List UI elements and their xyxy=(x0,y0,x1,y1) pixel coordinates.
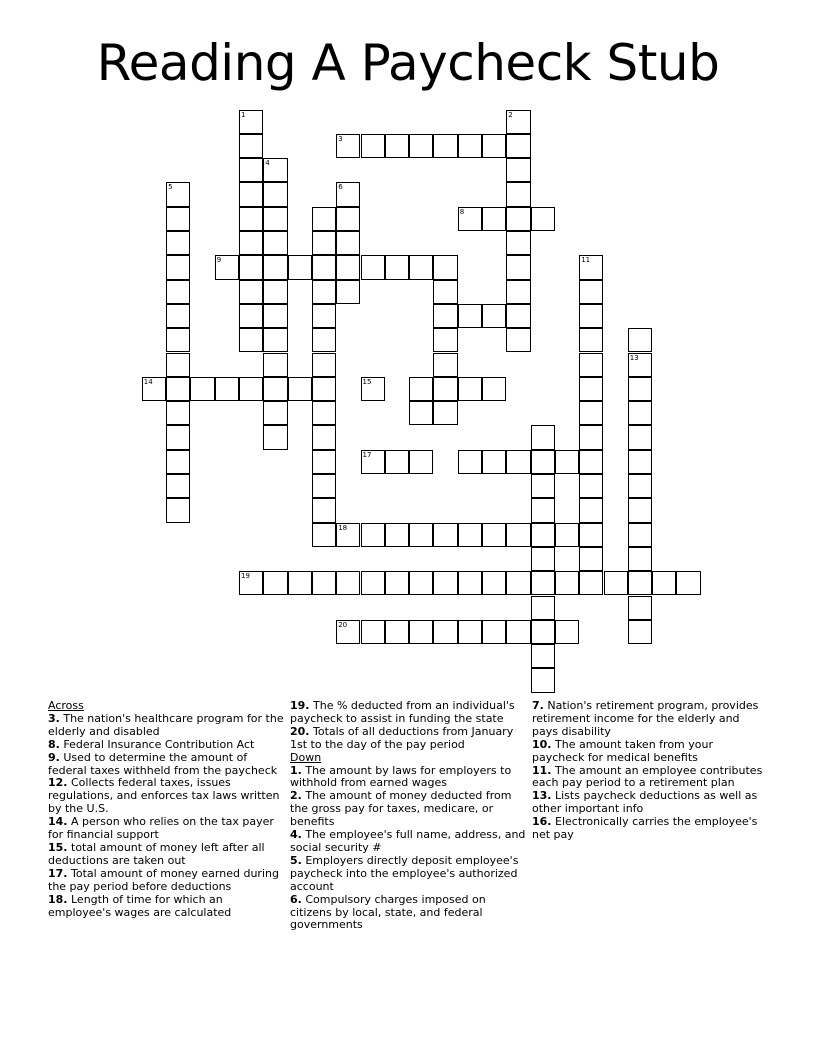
grid-cell[interactable] xyxy=(239,231,263,255)
grid-cell[interactable] xyxy=(239,255,263,279)
grid-cell[interactable] xyxy=(628,450,652,474)
grid-cell[interactable] xyxy=(506,255,530,279)
clue-number: 6 xyxy=(338,183,343,192)
across-clue xyxy=(48,894,284,920)
grid-cell[interactable] xyxy=(312,425,336,449)
across-clue xyxy=(48,713,284,739)
clue-num: 3. xyxy=(48,711,60,725)
grid-cell[interactable] xyxy=(336,134,360,158)
grid-cell[interactable] xyxy=(239,280,263,304)
grid-cell[interactable] xyxy=(263,231,287,255)
clue-num: 16. xyxy=(532,815,552,829)
page-title: Reading A Paycheck Stub xyxy=(96,34,720,92)
grid-cell[interactable] xyxy=(166,328,190,352)
grid-cell[interactable] xyxy=(531,207,555,231)
grid-cell[interactable] xyxy=(312,498,336,522)
grid-cell[interactable] xyxy=(628,596,652,620)
grid-cell[interactable] xyxy=(336,571,360,595)
grid-cell[interactable] xyxy=(166,498,190,522)
grid-cell[interactable] xyxy=(676,571,700,595)
across-clue xyxy=(48,777,284,816)
grid-cell[interactable] xyxy=(433,377,457,401)
grid-cell[interactable] xyxy=(579,547,603,571)
grid-cell[interactable] xyxy=(166,401,190,425)
grid-cell[interactable] xyxy=(166,280,190,304)
grid-cell[interactable] xyxy=(263,328,287,352)
grid-cell[interactable] xyxy=(579,474,603,498)
grid-cell[interactable] xyxy=(506,571,530,595)
grid-cell[interactable] xyxy=(482,304,506,328)
grid-cell[interactable] xyxy=(288,571,312,595)
grid-cell[interactable] xyxy=(312,474,336,498)
down-heading: Down xyxy=(290,750,322,764)
grid-cell[interactable] xyxy=(506,110,530,134)
clue-text: The amount an employee contributes each pay period to a retirement plan xyxy=(532,763,763,790)
grid-cell[interactable] xyxy=(458,134,482,158)
grid-cell[interactable] xyxy=(288,255,312,279)
grid-cell[interactable] xyxy=(166,450,190,474)
clue-text: The amount of money deducted from the gross pay for taxes, medicare, or benefits xyxy=(290,789,512,829)
grid-cell[interactable] xyxy=(652,571,676,595)
grid-cell[interactable] xyxy=(263,353,287,377)
across-heading: Across xyxy=(48,699,84,712)
grid-cell[interactable] xyxy=(628,425,652,449)
grid-cell[interactable] xyxy=(482,450,506,474)
grid-cell[interactable] xyxy=(336,620,360,644)
grid-cell[interactable] xyxy=(239,328,263,352)
grid-cell[interactable] xyxy=(555,620,579,644)
grid-cell[interactable] xyxy=(336,255,360,279)
grid-cell[interactable] xyxy=(433,353,457,377)
grid-cell[interactable] xyxy=(239,134,263,158)
grid-cell[interactable] xyxy=(312,231,336,255)
grid-cell[interactable] xyxy=(361,523,385,547)
down-clue xyxy=(290,855,526,894)
clue-number: 5 xyxy=(168,183,173,192)
grid-cell[interactable] xyxy=(263,401,287,425)
grid-cell[interactable] xyxy=(312,353,336,377)
clue-text: Totals of all deductions from January 1st to the day of the pay period xyxy=(290,724,514,751)
grid-cell[interactable] xyxy=(531,571,555,595)
clue-text: The % deducted from an individual's paycheck to assist in funding the state xyxy=(290,699,515,725)
clue-num: 8. xyxy=(48,737,60,751)
grid-cell[interactable] xyxy=(579,280,603,304)
grid-cell[interactable] xyxy=(166,425,190,449)
grid-cell[interactable] xyxy=(433,571,457,595)
clue-number: 17 xyxy=(362,450,372,459)
clue-num: 2. xyxy=(290,789,302,803)
clue-text: The amount by laws for employers to withhold from earned wages xyxy=(290,763,512,790)
clue-num: 1. xyxy=(290,763,302,777)
down-clue xyxy=(532,765,768,791)
grid-cell[interactable] xyxy=(433,401,457,425)
grid-cell[interactable] xyxy=(506,280,530,304)
grid-cell[interactable] xyxy=(482,571,506,595)
clue-number: 18 xyxy=(338,523,348,532)
clue-num: 14. xyxy=(48,815,68,829)
clue-num: 7. xyxy=(532,699,544,712)
grid-cell[interactable] xyxy=(628,474,652,498)
clue-text: Federal Insurance Contribution Act xyxy=(63,737,255,751)
clue-text: Used to determine the amount of federal taxes withheld from the paycheck xyxy=(48,750,278,777)
grid-cell[interactable] xyxy=(579,571,603,595)
across-clue xyxy=(48,868,284,894)
grid-cell[interactable] xyxy=(385,571,409,595)
grid-cell[interactable] xyxy=(579,255,603,279)
clue-text: The amount taken from your paycheck for medical benefits xyxy=(532,737,713,764)
clue-num: 13. xyxy=(532,789,552,803)
grid-cell[interactable] xyxy=(506,328,530,352)
grid-cell[interactable] xyxy=(263,280,287,304)
grid-cell[interactable] xyxy=(579,498,603,522)
down-clue xyxy=(290,894,526,933)
grid-cell[interactable] xyxy=(239,304,263,328)
grid-cell[interactable] xyxy=(312,450,336,474)
clue-text: Total amount of money earned during the pay period before deductions xyxy=(48,866,279,893)
grid-cell[interactable] xyxy=(409,377,433,401)
grid-cell[interactable] xyxy=(579,401,603,425)
grid-cell[interactable] xyxy=(312,401,336,425)
grid-cell[interactable] xyxy=(409,620,433,644)
grid-cell[interactable] xyxy=(239,207,263,231)
grid-cell[interactable] xyxy=(166,231,190,255)
grid-cell[interactable] xyxy=(628,328,652,352)
grid-cell[interactable] xyxy=(385,134,409,158)
clue-text: Nation's retirement program, provides retirement income for the elderly and pays disability xyxy=(532,699,759,738)
grid-cell[interactable] xyxy=(506,450,530,474)
grid-cell[interactable] xyxy=(263,255,287,279)
grid-cell[interactable] xyxy=(482,134,506,158)
clue-text: The nation's healthcare program for the elderly and disabled xyxy=(48,711,284,738)
clue-num: 4. xyxy=(290,828,302,842)
clue-num: 19. xyxy=(290,699,310,712)
clue-text: Collects federal taxes, issues regulations, and enforces tax laws written by the U.S. xyxy=(48,776,280,816)
grid-cell[interactable] xyxy=(458,207,482,231)
down-clue xyxy=(290,790,526,829)
clue-num: 18. xyxy=(48,892,68,906)
grid-cell[interactable] xyxy=(531,668,555,692)
clue-column-2 xyxy=(290,700,526,932)
down-clue xyxy=(532,700,768,739)
across-clue xyxy=(48,752,284,778)
grid-cell[interactable] xyxy=(579,523,603,547)
grid-cell[interactable] xyxy=(361,134,385,158)
clue-number: 19 xyxy=(241,572,250,581)
clue-num: 20. xyxy=(290,724,310,738)
grid-cell[interactable] xyxy=(312,255,336,279)
grid-cell[interactable] xyxy=(482,377,506,401)
grid-cell[interactable] xyxy=(433,620,457,644)
grid-cell[interactable] xyxy=(409,450,433,474)
grid-cell[interactable] xyxy=(458,377,482,401)
clue-num: 9. xyxy=(48,750,60,764)
grid-cell[interactable] xyxy=(239,571,263,595)
clue-number: 2 xyxy=(508,110,513,119)
clue-number: 15 xyxy=(362,377,372,386)
clue-number: 9 xyxy=(216,256,222,265)
clue-number: 11 xyxy=(581,256,591,265)
grid-cell[interactable] xyxy=(166,474,190,498)
grid-cell[interactable] xyxy=(579,353,603,377)
clue-text: Compulsory charges imposed on citizens by local, state, and federal governments xyxy=(290,892,486,932)
grid-cell[interactable] xyxy=(458,620,482,644)
grid-cell[interactable] xyxy=(239,158,263,182)
grid-cell[interactable] xyxy=(531,644,555,668)
grid-cell[interactable] xyxy=(215,255,239,279)
grid-cell[interactable] xyxy=(409,523,433,547)
grid-cell[interactable] xyxy=(628,547,652,571)
grid-cell[interactable] xyxy=(433,280,457,304)
grid-cell[interactable] xyxy=(385,620,409,644)
grid-cell[interactable] xyxy=(579,304,603,328)
grid-cell[interactable] xyxy=(579,377,603,401)
grid-cell[interactable] xyxy=(433,523,457,547)
grid-cell[interactable] xyxy=(579,450,603,474)
grid-cell[interactable] xyxy=(531,620,555,644)
clue-num: 6. xyxy=(290,892,302,906)
grid-cell[interactable] xyxy=(628,523,652,547)
grid-cell[interactable] xyxy=(239,182,263,206)
grid-cell[interactable] xyxy=(263,304,287,328)
grid-cell[interactable] xyxy=(506,182,530,206)
clue-number: 3 xyxy=(338,134,343,143)
grid-cell[interactable] xyxy=(506,207,530,231)
grid-cell[interactable] xyxy=(531,425,555,449)
grid-cell[interactable] xyxy=(215,377,239,401)
grid-cell[interactable] xyxy=(288,377,312,401)
grid-cell[interactable] xyxy=(506,620,530,644)
grid-cell[interactable] xyxy=(361,377,385,401)
grid-cell[interactable] xyxy=(628,498,652,522)
grid-cell[interactable] xyxy=(506,304,530,328)
clue-num: 12. xyxy=(48,776,68,790)
grid-cell[interactable] xyxy=(555,523,579,547)
grid-cell[interactable] xyxy=(531,596,555,620)
grid-cell[interactable] xyxy=(166,207,190,231)
grid-cell[interactable] xyxy=(506,158,530,182)
grid-cell[interactable] xyxy=(312,377,336,401)
clue-text: Length of time for which an employee's wages are calculated xyxy=(48,892,232,919)
grid-cell[interactable] xyxy=(385,523,409,547)
grid-cell[interactable] xyxy=(555,450,579,474)
down-clue xyxy=(290,765,526,791)
grid-cell[interactable] xyxy=(263,425,287,449)
grid-cell[interactable] xyxy=(458,523,482,547)
across-clue xyxy=(290,726,526,752)
grid-cell[interactable] xyxy=(433,255,457,279)
grid-cell[interactable] xyxy=(458,571,482,595)
grid-cell[interactable] xyxy=(458,304,482,328)
grid-cell[interactable] xyxy=(263,158,287,182)
clue-text: A person who relies on the tax payer for financial support xyxy=(48,815,274,842)
grid-cell[interactable] xyxy=(312,328,336,352)
grid-cell[interactable] xyxy=(239,110,263,134)
grid-cell[interactable] xyxy=(361,571,385,595)
grid-cell[interactable] xyxy=(312,571,336,595)
clue-text: Lists paycheck deductions as well as other important info xyxy=(532,789,758,816)
clue-text: Employers directly deposit employee's paycheck into the employee's authorized account xyxy=(290,853,519,893)
grid-cell[interactable] xyxy=(506,231,530,255)
grid-cell[interactable] xyxy=(385,450,409,474)
grid-cell[interactable] xyxy=(166,353,190,377)
clue-num: 17. xyxy=(48,866,68,880)
grid-cell[interactable] xyxy=(336,523,360,547)
grid-cell[interactable] xyxy=(361,450,385,474)
grid-cell[interactable] xyxy=(409,571,433,595)
grid-cell[interactable] xyxy=(166,304,190,328)
grid-cell[interactable] xyxy=(409,255,433,279)
grid-cell[interactable] xyxy=(166,182,190,206)
clue-column-1 xyxy=(48,700,284,919)
grid-cell[interactable] xyxy=(628,401,652,425)
grid-cell[interactable] xyxy=(263,207,287,231)
clue-num: 11. xyxy=(532,763,552,777)
clue-num: 15. xyxy=(48,840,68,854)
down-clue xyxy=(532,816,768,842)
clue-num: 10. xyxy=(532,737,552,751)
grid-cell[interactable] xyxy=(263,571,287,595)
grid-cell[interactable] xyxy=(531,523,555,547)
grid-cell[interactable] xyxy=(433,304,457,328)
grid-cell[interactable] xyxy=(482,523,506,547)
grid-cell[interactable] xyxy=(604,571,628,595)
grid-cell[interactable] xyxy=(312,207,336,231)
grid-cell[interactable] xyxy=(263,377,287,401)
across-clue xyxy=(48,816,284,842)
grid-cell[interactable] xyxy=(312,304,336,328)
grid-cell[interactable] xyxy=(628,571,652,595)
down-clue xyxy=(532,790,768,816)
grid-cell[interactable] xyxy=(312,280,336,304)
grid-cell[interactable] xyxy=(628,353,652,377)
grid-cell[interactable] xyxy=(579,328,603,352)
grid-cell[interactable] xyxy=(579,425,603,449)
grid-cell[interactable] xyxy=(239,377,263,401)
grid-cell[interactable] xyxy=(361,255,385,279)
grid-cell[interactable] xyxy=(482,620,506,644)
grid-cell[interactable] xyxy=(166,255,190,279)
grid-cell[interactable] xyxy=(263,182,287,206)
grid-cell[interactable] xyxy=(409,401,433,425)
clue-number: 14 xyxy=(143,377,153,386)
grid-cell[interactable] xyxy=(458,450,482,474)
grid-cell[interactable] xyxy=(531,547,555,571)
grid-cell[interactable] xyxy=(190,377,214,401)
clue-text: total amount of money left after all deductions are taken out xyxy=(48,840,265,867)
clue-number: 13 xyxy=(629,353,639,362)
clue-number: 8 xyxy=(459,207,465,216)
grid-cell[interactable] xyxy=(336,207,360,231)
grid-cell[interactable] xyxy=(361,620,385,644)
grid-cell[interactable] xyxy=(336,231,360,255)
clue-num: 5. xyxy=(290,853,302,867)
grid-cell[interactable] xyxy=(336,182,360,206)
grid-cell[interactable] xyxy=(385,255,409,279)
grid-cell[interactable] xyxy=(142,377,166,401)
across-clue xyxy=(290,700,526,726)
clue-text: The employee's full name, address, and social security # xyxy=(290,828,526,854)
clue-number: 4 xyxy=(265,159,270,168)
clue-number: 1 xyxy=(241,110,246,119)
grid-cell[interactable] xyxy=(506,523,530,547)
grid-cell[interactable] xyxy=(506,134,530,158)
grid-cell[interactable] xyxy=(531,450,555,474)
grid-cell[interactable] xyxy=(433,134,457,158)
grid-cell[interactable] xyxy=(312,523,336,547)
grid-cell[interactable] xyxy=(628,377,652,401)
across-clue xyxy=(48,842,284,868)
clue-number: 20 xyxy=(338,620,348,629)
clue-column-3 xyxy=(532,700,768,842)
grid-cell[interactable] xyxy=(482,207,506,231)
grid-cell[interactable] xyxy=(166,377,190,401)
grid-cell[interactable] xyxy=(531,474,555,498)
grid-cell[interactable] xyxy=(628,620,652,644)
grid-cell[interactable] xyxy=(555,571,579,595)
grid-cell[interactable] xyxy=(409,134,433,158)
down-clue xyxy=(532,739,768,765)
grid-cell[interactable] xyxy=(336,280,360,304)
grid-cell[interactable] xyxy=(433,328,457,352)
clue-text: Electronically carries the employee's net pay xyxy=(532,815,758,842)
down-clue xyxy=(290,829,526,855)
grid-cell[interactable] xyxy=(531,498,555,522)
